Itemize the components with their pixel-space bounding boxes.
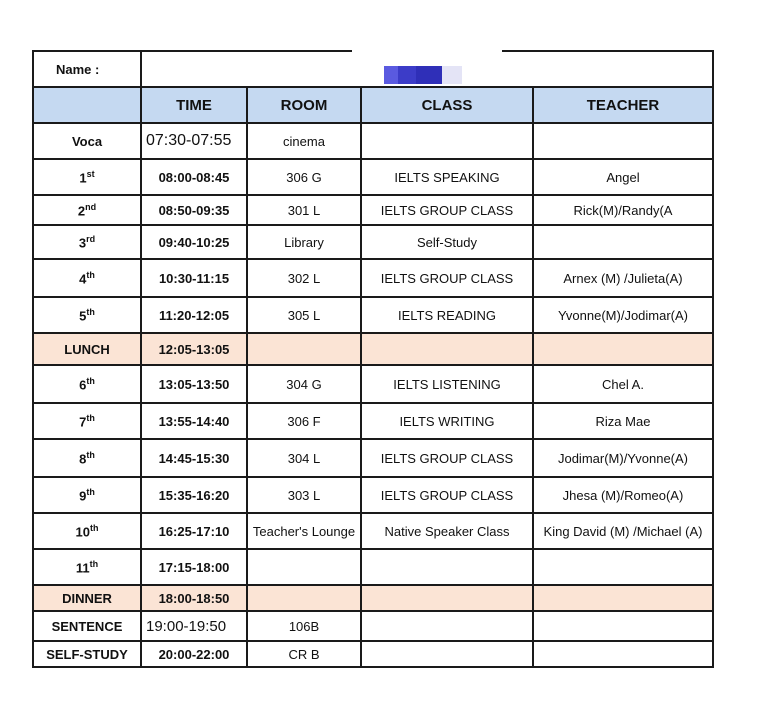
class-cell: IELTS GROUP CLASS xyxy=(361,259,533,297)
period-cell: 8th xyxy=(33,439,141,477)
class-cell: IELTS READING xyxy=(361,297,533,333)
period-cell: 11th xyxy=(33,549,141,585)
table-row xyxy=(33,403,713,439)
class-cell xyxy=(361,585,533,611)
class-cell: Self-Study xyxy=(361,225,533,259)
table-row xyxy=(33,611,713,641)
redaction-block xyxy=(416,66,442,84)
class-cell xyxy=(361,611,533,641)
period-cell: DINNER xyxy=(33,585,141,611)
period-cell: 4th xyxy=(33,259,141,297)
time-cell: 07:30-07:55 xyxy=(141,123,247,159)
teacher-cell xyxy=(533,333,713,365)
teacher-cell: Jhesa (M)/Romeo(A) xyxy=(533,477,713,513)
time-cell: 13:55-14:40 xyxy=(141,403,247,439)
class-cell xyxy=(361,123,533,159)
table-row xyxy=(33,477,713,513)
header-time: TIME xyxy=(141,87,247,123)
teacher-cell: Yvonne(M)/Jodimar(A) xyxy=(533,297,713,333)
teacher-cell: Chel A. xyxy=(533,365,713,403)
class-cell: IELTS WRITING xyxy=(361,403,533,439)
class-cell: IELTS SPEAKING xyxy=(361,159,533,195)
table-row xyxy=(33,123,713,159)
room-cell xyxy=(247,585,361,611)
room-cell: 306 F xyxy=(247,403,361,439)
period-cell: SELF-STUDY xyxy=(33,641,141,667)
table-row xyxy=(33,513,713,549)
table-row xyxy=(33,549,713,585)
table-row-break xyxy=(33,333,713,365)
time-cell: 14:45-15:30 xyxy=(141,439,247,477)
period-cell: LUNCH xyxy=(33,333,141,365)
teacher-cell xyxy=(533,123,713,159)
redaction-block xyxy=(442,66,462,84)
time-cell: 18:00-18:50 xyxy=(141,585,247,611)
table-row xyxy=(33,195,713,225)
teacher-cell: Rick(M)/Randy(A xyxy=(533,195,713,225)
redacted-name-patch xyxy=(352,42,502,86)
room-cell: 304 L xyxy=(247,439,361,477)
room-cell: cinema xyxy=(247,123,361,159)
room-cell: Teacher's Lounge xyxy=(247,513,361,549)
teacher-cell xyxy=(533,641,713,667)
redaction-block xyxy=(398,66,416,84)
room-cell: 106B xyxy=(247,611,361,641)
time-cell: 16:25-17:10 xyxy=(141,513,247,549)
time-cell: 11:20-12:05 xyxy=(141,297,247,333)
class-cell xyxy=(361,641,533,667)
table-row xyxy=(33,365,713,403)
class-cell: IELTS GROUP CLASS xyxy=(361,439,533,477)
table-row xyxy=(33,159,713,195)
room-cell: 304 G xyxy=(247,365,361,403)
teacher-cell: Arnex (M) /Julieta(A) xyxy=(533,259,713,297)
time-cell: 09:40-10:25 xyxy=(141,225,247,259)
header-class: CLASS xyxy=(361,87,533,123)
class-cell: IELTS GROUP CLASS xyxy=(361,195,533,225)
room-cell: 303 L xyxy=(247,477,361,513)
teacher-cell xyxy=(533,585,713,611)
class-cell: IELTS LISTENING xyxy=(361,365,533,403)
teacher-cell: Jodimar(M)/Yvonne(A) xyxy=(533,439,713,477)
room-cell: 301 L xyxy=(247,195,361,225)
name-label: Name : xyxy=(33,51,141,87)
room-cell xyxy=(247,549,361,585)
period-cell: 10th xyxy=(33,513,141,549)
period-cell: Voca xyxy=(33,123,141,159)
teacher-cell: Riza Mae xyxy=(533,403,713,439)
teacher-cell: Angel xyxy=(533,159,713,195)
room-cell: CR B xyxy=(247,641,361,667)
table-row xyxy=(33,641,713,667)
room-cell: 306 G xyxy=(247,159,361,195)
schedule-sheet xyxy=(32,50,712,668)
teacher-cell xyxy=(533,611,713,641)
column-header-row xyxy=(33,87,713,123)
period-cell: 6th xyxy=(33,365,141,403)
header-period xyxy=(33,87,141,123)
room-cell: 305 L xyxy=(247,297,361,333)
room-cell xyxy=(247,333,361,365)
teacher-cell xyxy=(533,549,713,585)
period-cell: 1st xyxy=(33,159,141,195)
header-room: ROOM xyxy=(247,87,361,123)
table-row xyxy=(33,439,713,477)
table-row xyxy=(33,225,713,259)
period-cell: 7th xyxy=(33,403,141,439)
class-cell xyxy=(361,333,533,365)
class-cell: IELTS GROUP CLASS xyxy=(361,477,533,513)
table-row xyxy=(33,259,713,297)
room-cell: Library xyxy=(247,225,361,259)
period-cell: 3rd xyxy=(33,225,141,259)
time-cell: 08:00-08:45 xyxy=(141,159,247,195)
time-cell: 12:05-13:05 xyxy=(141,333,247,365)
table-row-break xyxy=(33,585,713,611)
time-cell: 20:00-22:00 xyxy=(141,641,247,667)
time-cell: 17:15-18:00 xyxy=(141,549,247,585)
class-cell xyxy=(361,549,533,585)
class-cell: Native Speaker Class xyxy=(361,513,533,549)
teacher-cell: King David (M) /Michael (A) xyxy=(533,513,713,549)
time-cell: 13:05-13:50 xyxy=(141,365,247,403)
period-cell: SENTENCE xyxy=(33,611,141,641)
time-cell: 08:50-09:35 xyxy=(141,195,247,225)
time-cell: 19:00-19:50 xyxy=(141,611,247,641)
time-cell: 10:30-11:15 xyxy=(141,259,247,297)
period-cell: 5th xyxy=(33,297,141,333)
room-cell: 302 L xyxy=(247,259,361,297)
schedule-table xyxy=(32,50,714,668)
period-cell: 9th xyxy=(33,477,141,513)
table-row xyxy=(33,297,713,333)
redaction-block xyxy=(384,66,398,84)
header-teacher: TEACHER xyxy=(533,87,713,123)
time-cell: 15:35-16:20 xyxy=(141,477,247,513)
period-cell: 2nd xyxy=(33,195,141,225)
teacher-cell xyxy=(533,225,713,259)
